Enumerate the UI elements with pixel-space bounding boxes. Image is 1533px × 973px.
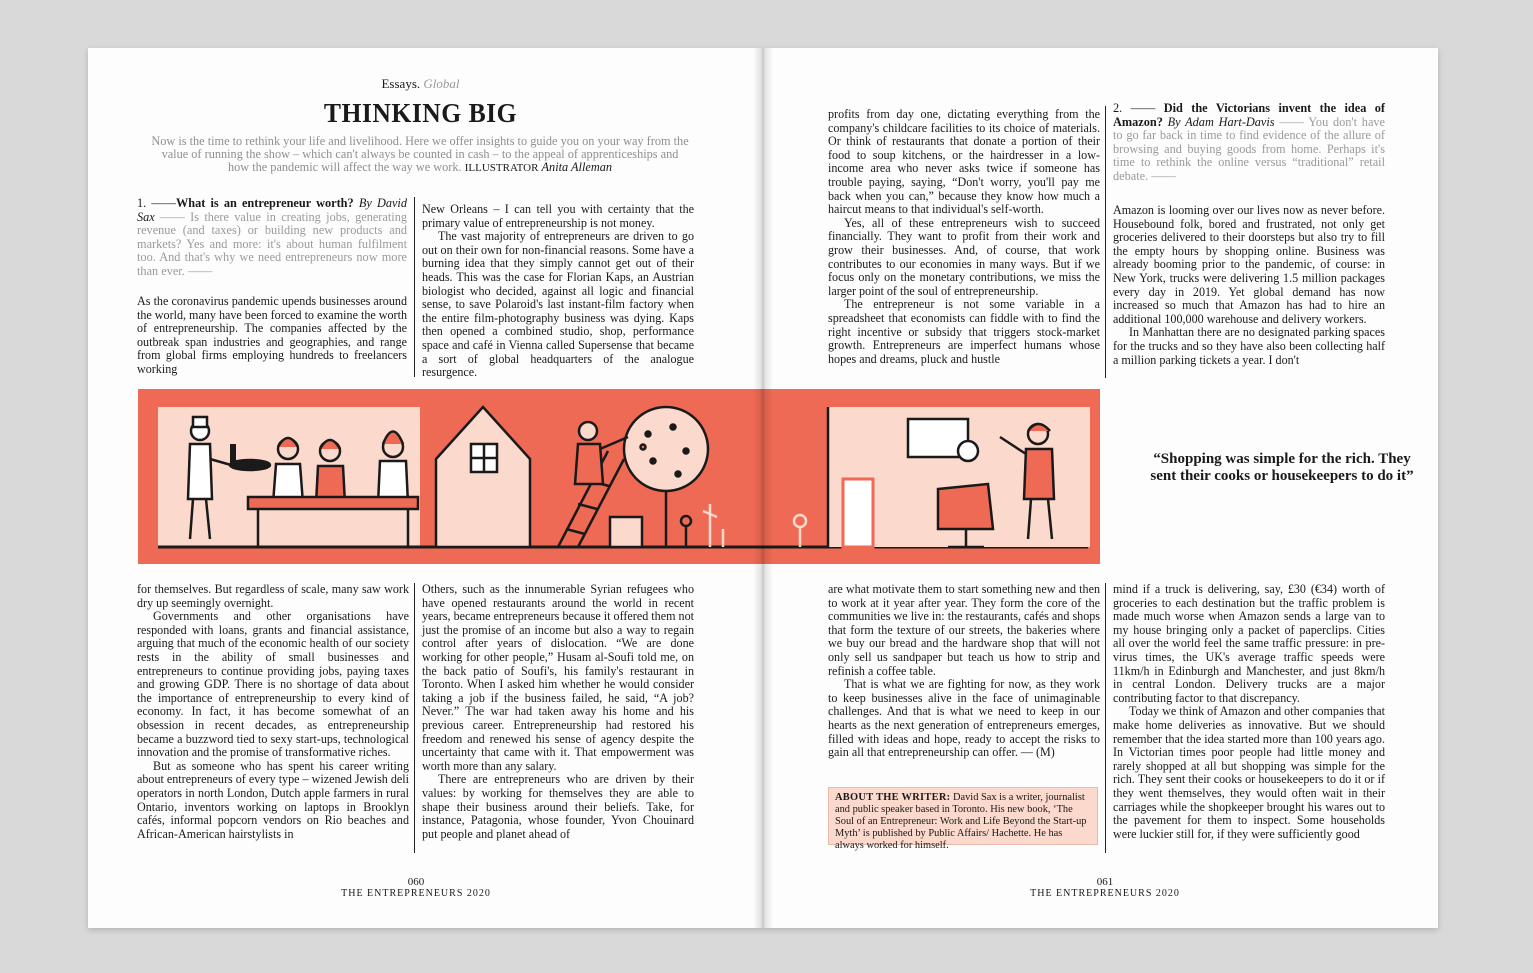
essay1-column1-top: 1. ——What is an entrepreneur worth? By David Sax —— Is there value in creating jobs, generating revenue (and taxes) or building new products and markets? Yes and more: it's about human fulfilment too. And that's why we need entrepreneurs now more than ever. —— As the coronavirus pandemic upends businesses around the world, many have been forced to examine the worth of entrepreneurship. The companies affected by the outbreak span industries and geographies, and range from global firms employing hundreds to freelancers working: [137, 196, 407, 376]
column-rule: [1105, 583, 1106, 853]
pull-quote: “Shopping was simple for the rich. They sent their cooks or housekeepers to do it”: [1150, 451, 1414, 484]
table: [248, 497, 418, 509]
about-the-writer-box: ABOUT THE WRITER: David Sax is a writer, journalist and public speaker based in Toronto. His new book, ‘The Soul of an Entrepreneur: Work and Life Beyond the Start-up Myth’ is published by Public Affairs/ Hachette. He has always worked for himself.: [828, 787, 1098, 845]
right-folio: [955, 876, 1255, 900]
essay1-column3-bottom: are what motivate them to start something new and then to work at it year after year. They form the core of the communities we live in: the restaurants, cafés and shops that form the texture of our streets, the bakeries where we buy our bread and the hardware shop that will not only sell us sandpaper but teach us how to strip and refinish a coffee table. That is what we are fighting for now, as they work to keep businesses alive in the face of unimaginable challenges. And that is what we need to keep in our hearts as the next generation of entrepreneurs emerges, filled with ideas and hope, ready to accept the risks to gain all that entrepreneurship can offer. — (M): [828, 582, 1100, 760]
column-rule: [414, 583, 415, 853]
column-rule: [1105, 106, 1106, 378]
standfirst: Now is the time to rethink your life and livelihood. Here we offer insights to guide you on your way from the value of running the show – which can't always be counted in cash – to the appeal of apprenticeships and how the pandemic will affect the way we work. ILLUSTRATOR Anita Alleman: [151, 134, 689, 174]
illustration-banner: [138, 389, 1100, 564]
page-number: 061: [1096, 876, 1114, 888]
essay2-column4-bottom: mind if a truck is delivering, say, £30 (€34) worth of groceries to each destination but the traffic problem is made much worse when Amazon sends a large van to my house bringing only a packet of paperclips. Cities all over the world feel the same traffic pressure: in pre-virus times, the UK's average traffic speeds were 11km/h in Edinburgh and Manchester, and just 8km/h in central London. Delivery trucks are a major contributing factor to that discrepancy. Today we think of Amazon and other companies that make home deliveries as innovative. But we should remember that the idea started more than 100 years ago. In Victorian times poor people had little money and rarely shopped at all but shopping was simple for the rich. They sent their cooks or housekeepers to do it or if they went themselves, they would often wait in their carriages while the shopkeeper brought his wares out to the pavement for them to inspect. Some households were luckier still for, if they were sufficiently good: [1113, 582, 1385, 841]
publication-name: THE ENTREPRENEURS 2020: [341, 888, 491, 899]
magazine-spread: [88, 48, 1438, 928]
section-label: Essays. Global: [381, 76, 460, 91]
essay1-heading: 1. ——What is an entrepreneur worth? By David Sax —— Is there value in creating jobs, generating revenue (and taxes) or building new products and markets? Yes and more: it's about human fulfilment too. And that's why we need entrepreneurs now more than ever. ——: [137, 196, 407, 278]
essay1-column2-bottom: Others, such as the innumerable Syrian refugees who have opened restaurants around the world in recent years, became entrepreneurs because it offered them not just the promise of an income but also a way to regain control after years of dislocation. “We are done working for other people,” Husam al-Soufi told me, on the back patio of Soufi's, his family's restaurant in Toronto. When I asked him whether he would consider taking a job if the business failed, he said, “A job? Never.” The war had taken away his home and his previous career. Entrepreneurship had restored his freedom and renewed his sense of agency despite the uncertainty that came with it. That empowerment was worth more than any salary. There are entrepreneurs who are driven by their values: by working for themselves they are able to shape their business around their beliefs. Take, for instance, Patagonia, whose founder, Yvon Chouinard put people and planet ahead of: [422, 582, 694, 841]
page-number: 060: [407, 876, 425, 888]
essay2-heading: 2. —— Did the Victorians invent the idea of Amazon? By Adam Hart-Davis —— You don't have to go far back in time to find evidence of the allure of browsing and buying goods from home. Perhaps it's time to rethink the online versus “traditional” retail debate. ——: [1113, 101, 1386, 183]
left-folio: [266, 876, 566, 900]
column-rule: [414, 197, 415, 377]
entrepreneurs-illustration: [138, 389, 1100, 564]
page-gutter: [753, 48, 773, 928]
essay1-column1-bottom: for themselves. But regardless of scale, many saw work dry up seemingly overnight. Governments and other organisations have responded with loans, grants and financial assistance, arguing that much of the economic health of our society rests in the ability of small businesses and entrepreneurs to continue providing jobs, paying taxes and growing GDP. There is no shortage of data about the importance of entrepreneurship to every kind of economy. In fact, it has become somewhat of an obsession in recent decades, as entrepreneurship became a buzzword tied to sexy start-ups, technological innovation and the promise of transformative riches. But as someone who has spent his career writing about entrepreneurs of every type – wizened Jewish deli operators in north London, Dutch apple farmers in rural Ontario, inventors working on laptops in Brooklyn cafés, informal popcorn vendors on Rio beaches and African-American hairstylists in: [137, 582, 410, 841]
essay2-column4-top: 2. —— Did the Victorians invent the idea of Amazon? By Adam Hart-Davis —— You don't have to go far back in time to find evidence of the allure of browsing and buying goods from home. Perhaps it's time to rethink the online versus “traditional” retail debate. —— Amazon is looming over our lives now as never before. Housebound folk, bored and frustrated, not only get groceries delivered to their doorsteps but also try to fill the empty hours by shopping online. Business was already booming prior to the pandemic, of course: in New York, trucks were delivering 1.5 million packages every day in 2019. Yet global demand has now increased so much that Amazon has had to hire an additional 100,000 warehouse and delivery workers. In Manhattan there are no designated parking spaces for the trucks and so they have also been collecting half a million parking tickets a year. I don't: [1113, 101, 1386, 367]
crate-icon: [610, 517, 642, 547]
essay1-column2-top: New Orleans – I can tell you with certainty that the primary value of entrepreneurship is not money. The vast majority of entrepreneurs are driven to go out on their own for non-financial reasons. Some have a burning idea that they simply cannot get out of their heads. This was the case for Florian Kaps, an Austrian biologist who decided, against all logic and financial sense, to save Polaroid's last instant-film factory when the entire film-photography business was dying. Kaps then opened a combined studio, shop, performance space and café in Vienna called Supersense that became a sort of global headquarters of the analogue resurgence.: [422, 202, 694, 380]
essay1-column3-top: profits from day one, dictating everything from the company's childcare facilities to its choice of materials. Or think of restaurants that donate a portion of their food to soup kitchens, or the hairdresser in a low-income area who never asks twice if someone has trouble paying, saying, “Don't worry, you'll pay me back when you can,” because they know how much a haircut means to that individual's self-worth. Yes, all of these entrepreneurs wish to succeed financially. They want to profit from their work and grow their businesses. And, of course, that work contributes to our economies in many ways. But if we focus only on the monetary contributions, we miss the larger point of the soul of entrepreneurship. The entrepreneur is not some variable in a spreadsheet that economists can fiddle with to find the right incentive or subsidy that triggers stock-market growth. Entrepreneurs are imperfect humans whose hopes and dreams, pluck and hustle: [828, 107, 1100, 366]
door-icon: [843, 479, 873, 547]
page-title: THINKING BIG: [323, 98, 518, 128]
publication-name: THE ENTREPRENEURS 2020: [1030, 888, 1180, 899]
